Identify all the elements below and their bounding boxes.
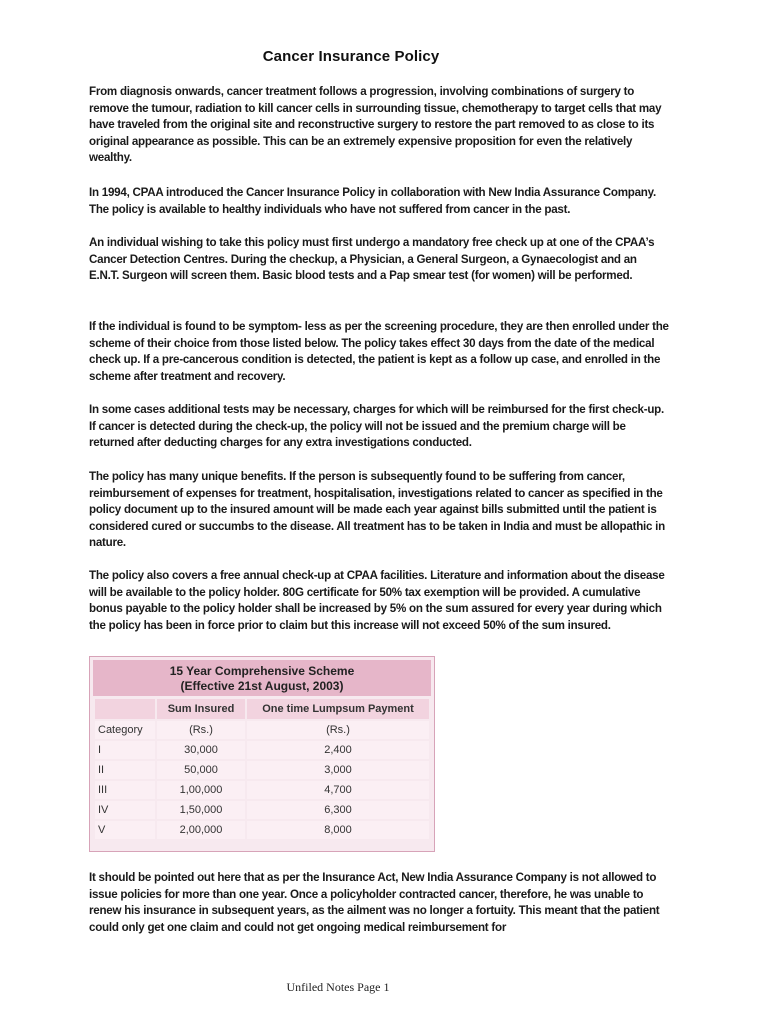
scheme-grid bbox=[93, 697, 431, 841]
paragraph-introduction: In 1994, CPAA introduced the Cancer Insurance Policy in collaboration with New India Assurance Company. The policy is available to healthy individuals who have not suffered from cancer in the past. bbox=[89, 186, 656, 216]
row-payment: 3,000 bbox=[247, 761, 429, 779]
scheme-table-header bbox=[93, 660, 431, 696]
page-footer: Unfiled Notes Page 1 bbox=[286, 980, 390, 994]
header-lumpsum-payment: One time Lumpsum Payment bbox=[247, 699, 429, 719]
paragraph-additional-tests: In some cases additional tests may be necessary, charges for which will be reimbursed for the first check-up. If cancer is detected during the check-up, the policy will not be issued and the premium charge will be returned after deducting charges for any extra investigations conducted. bbox=[89, 403, 664, 450]
scheme-table bbox=[89, 656, 435, 852]
table-row bbox=[95, 741, 429, 759]
page-title: Cancer Insurance Policy bbox=[262, 48, 440, 65]
row-category: II bbox=[95, 761, 155, 779]
table-row bbox=[95, 781, 429, 799]
row-sum-insured: 2,00,000 bbox=[157, 821, 245, 839]
row-payment: 4,700 bbox=[247, 781, 429, 799]
row-sum-insured: 1,00,000 bbox=[157, 781, 245, 799]
row-sum-insured: 1,50,000 bbox=[157, 801, 245, 819]
scheme-effective-date: (Effective 21st August, 2003) bbox=[180, 679, 344, 693]
row-category: V bbox=[95, 821, 155, 839]
row-payment: 8,000 bbox=[247, 821, 429, 839]
table-row bbox=[95, 821, 429, 839]
table-row bbox=[95, 761, 429, 779]
header-empty-cell bbox=[95, 699, 155, 719]
header-sum-insured: Sum Insured bbox=[157, 699, 245, 719]
row-category: I bbox=[95, 741, 155, 759]
paragraph-insurance-act: It should be pointed out here that as per the Insurance Act, New India Assurance Company is not allowed to issue policies for more than one year. Once a policyholder contracted cancer, therefore, he was unable to renew his insurance in subsequent years, as the ailment was no longer a fortuity. This meant that the patient could only get one claim and could not get ongoing medical reimbursement for bbox=[89, 871, 660, 934]
unit-payment: (Rs.) bbox=[247, 721, 429, 739]
row-category: III bbox=[95, 781, 155, 799]
table-unit-row bbox=[95, 721, 429, 739]
paragraph-benefits: The policy has many unique benefits. If the person is subsequently found to be suffering from cancer, reimbursement of expenses for treatment, hospitalisation, investigations related to cancer as specified in the policy document up to the insured amount will be made each year against bills submitted until the patient is considered cured or succumbs to the disease. All treatment has to be taken in India and must be allopathic in nature. bbox=[89, 470, 665, 550]
row-sum-insured: 30,000 bbox=[157, 741, 245, 759]
table-row bbox=[95, 801, 429, 819]
paragraph-diagnosis: From diagnosis onwards, cancer treatment follows a progression, involving combinations of surgery to remove the tumour, radiation to kill cancer cells in surrounding tissue, chemotherapy to target cells that may have traveled from the original site and reconstructive surgery to restore the part removed to as close to its original appearance as possible. This can be an extremely expensive proposition for even the relatively wealthy. bbox=[89, 85, 662, 165]
table-header-row bbox=[95, 699, 429, 719]
row-payment: 6,300 bbox=[247, 801, 429, 819]
category-label: Category bbox=[95, 721, 155, 739]
paragraph-enrollment: If the individual is found to be symptom- less as per the screening procedure, they are then enrolled under the scheme of their choice from those listed below. The policy takes effect 30 days from the date of the medical check up. If a pre-cancerous condition is detected, the patient is kept as a follow up case, and enrolled in the scheme after treatment and recovery. bbox=[89, 320, 669, 383]
row-category: IV bbox=[95, 801, 155, 819]
row-sum-insured: 50,000 bbox=[157, 761, 245, 779]
paragraph-checkup: An individual wishing to take this policy must first undergo a mandatory free check up at one of the CPAA’s Cancer Detection Centres. During the checkup, a Physician, a General Surgeon, a Gynaecologist and an E.N.T. Surgeon will screen them. Basic blood tests and a Pap smear test (for women) will be performed. bbox=[89, 236, 655, 283]
paragraph-annual-checkup: The policy also covers a free annual check-up at CPAA facilities. Literature and information about the disease will be available to the policy holder. 80G certificate for 50% tax exemption will be provided. A cumulative bonus payable to the policy holder shall be increased by 5% on the sum assured for every year during which the policy has been in force prior to claim but this increase will not exceed 50% of the sum insured. bbox=[89, 569, 665, 632]
row-payment: 2,400 bbox=[247, 741, 429, 759]
unit-sum: (Rs.) bbox=[157, 721, 245, 739]
scheme-title: 15 Year Comprehensive Scheme bbox=[169, 664, 355, 678]
